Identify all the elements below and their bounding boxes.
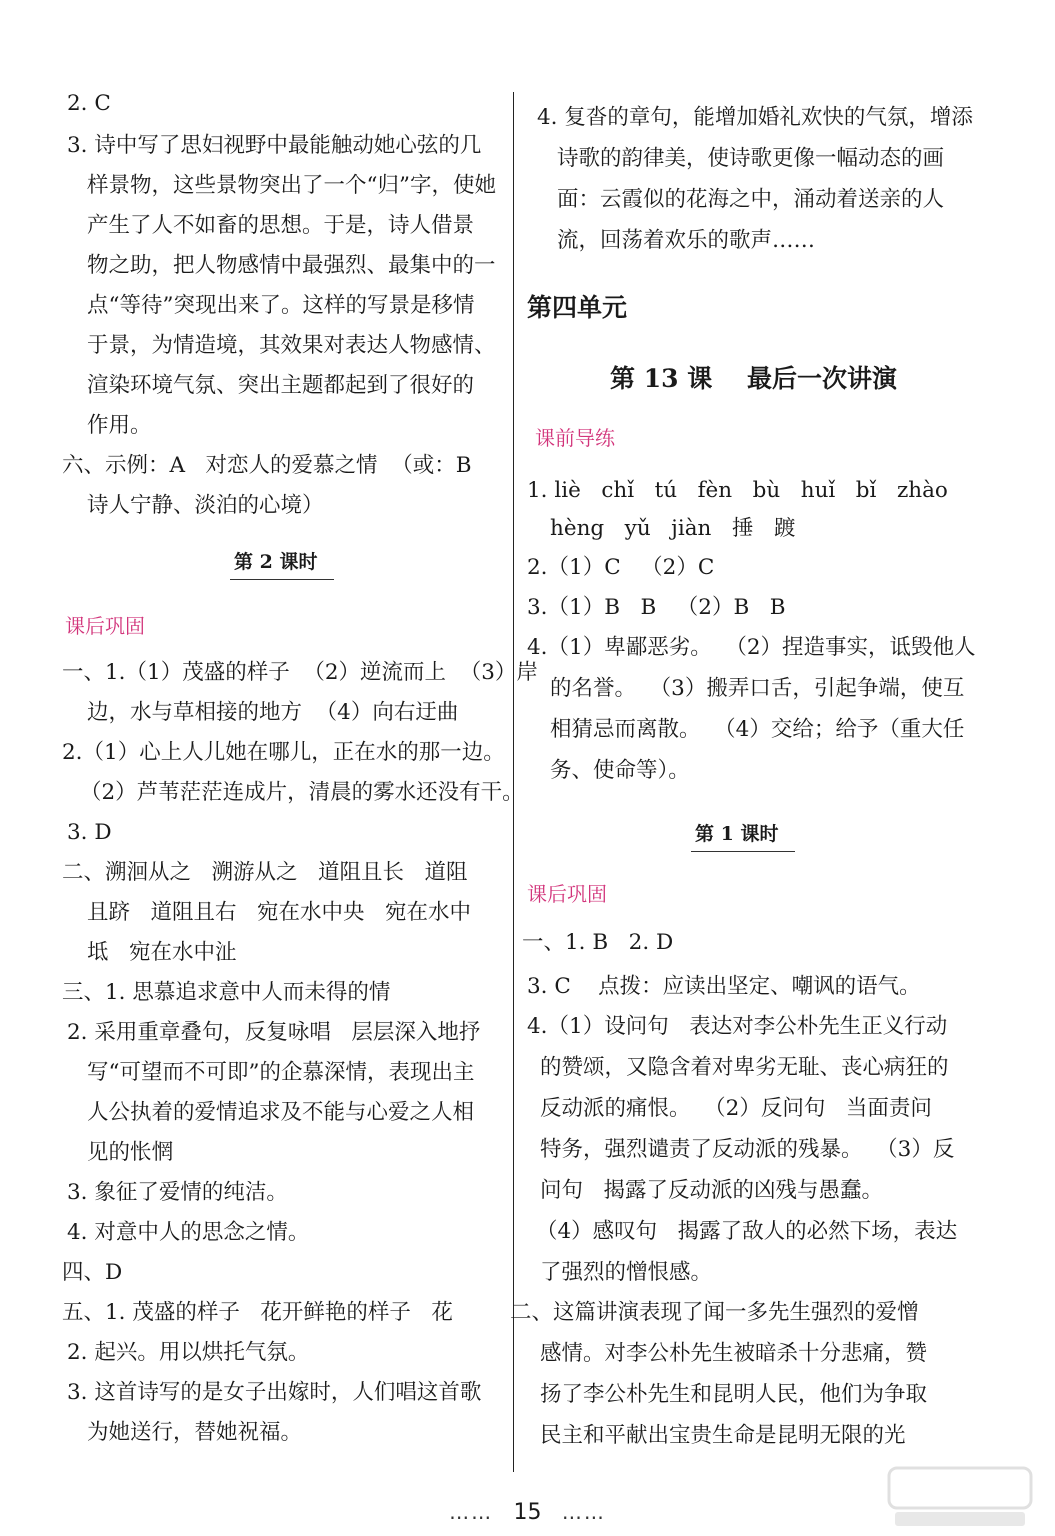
text-line: hèng yǔ jiàn 捶 踱: [550, 516, 796, 541]
section-heading: 课前导练: [535, 426, 615, 450]
text-line: 样景物，这些景物突出了一个“归”字，使她: [87, 173, 496, 198]
period-title: 第 1 课时: [695, 823, 779, 845]
period-title-underline: [230, 579, 334, 580]
section-heading: 课后巩固: [527, 882, 607, 906]
text-line: 点“等待”突现出来了。这样的写景是移情: [87, 293, 475, 318]
footer-dots-left: ……: [449, 1500, 494, 1524]
text-line: 相猜忌而离散。 （4）交给；给予（重大任: [550, 717, 965, 742]
text-line: 问句 揭露了反动派的凶残与愚蠢。: [540, 1178, 884, 1203]
period-title: 第 2 课时: [234, 551, 318, 573]
unit-title: 第四单元: [527, 293, 628, 322]
text-line: 4.（1）卑鄙恶劣。 （2）捏造事实，诋毁他人: [527, 635, 976, 660]
text-line: 见的怅惘: [87, 1140, 174, 1165]
text-line: 反动派的痛恨。 （2）反问句 当面责问: [540, 1096, 932, 1121]
text-line: 面：云霞似的花海之中，涌动着送亲的人: [557, 187, 945, 212]
text-line: 3. 这首诗写的是女子出嫁时，人们唱这首歌: [67, 1380, 482, 1405]
text-line: 了强烈的憎恨感。: [540, 1260, 713, 1285]
text-line: 产生了人不如畜的思想。于是，诗人借景: [87, 213, 475, 238]
page-number: 15: [513, 1500, 542, 1525]
text-line: 的赞颂，又隐含着对卑劣无耻、丧心病狂的: [540, 1055, 949, 1080]
text-line: 坻 宛在水中沚: [87, 940, 237, 965]
text-line: 的名誉。 （3）搬弄口舌，引起争端，使互: [550, 676, 965, 701]
text-line: 4. 对意中人的思念之情。: [67, 1220, 310, 1245]
text-line: 4.（1）设问句 表达对李公朴先生正义行动: [527, 1014, 948, 1039]
text-line: 3. D: [67, 820, 112, 845]
text-line: 4. 复沓的章句，能增加婚礼欢快的气氛，增添: [537, 105, 973, 130]
text-line: 流，回荡着欢乐的歌声……: [557, 228, 816, 253]
text-line: 一、1. B 2. D: [522, 930, 674, 955]
text-line: 于景，为情造境，其效果对表达人物感情、: [87, 333, 496, 358]
text-line: 3. 象征了爱情的纯洁。: [67, 1180, 288, 1205]
text-line: 扬了李公朴先生和昆明人民，他们为争取: [540, 1382, 928, 1407]
text-line: 边，水与草相接的地方 （4）向右迂曲: [87, 700, 459, 725]
text-line: 一、1.（1）茂盛的样子 （2）逆流而上 （3）岸: [62, 660, 538, 685]
text-line: 诗歌的韵律美，使诗歌更像一幅动态的画: [557, 146, 945, 171]
text-line: 2.（1）心上人儿她在哪儿，正在水的那一边。: [62, 740, 505, 765]
period-title-underline: [691, 851, 795, 852]
text-line: 五、1. 茂盛的样子 花开鲜艳的样子 花: [62, 1300, 453, 1325]
text-line: 2. 采用重章叠句，反复咏唱 层层深入地抒: [67, 1020, 481, 1045]
section-heading: 课后巩固: [65, 614, 145, 638]
text-line: 3.（1）B B （2）B B: [527, 595, 786, 620]
text-line: （2）芦苇茫茫连成片，清晨的雾水还没有干。: [80, 780, 524, 805]
text-line: （4）感叹句 揭露了敌人的必然下场，表达: [536, 1219, 958, 1244]
text-line: 作用。: [87, 413, 152, 438]
watermark-logo: [885, 1462, 1035, 1532]
text-line: 二、这篇讲演表现了闻一多先生强烈的爱憎: [510, 1300, 919, 1325]
text-line: 务、使命等）。: [550, 758, 690, 783]
text-line: 1. liè chǐ tú fèn bù huǐ bǐ zhào: [527, 478, 948, 503]
text-line: 写“可望而不可即”的企慕深情，表现出主: [87, 1060, 475, 1085]
text-line: 特务，强烈谴责了反动派的残暴。 （3）反: [540, 1137, 955, 1162]
text-line: 诗人宁静、淡泊的心境）: [87, 493, 324, 518]
text-line: 3. 诗中写了思妇视野中最能触动她心弦的几: [67, 133, 482, 158]
text-line: 2. C: [67, 91, 111, 116]
text-line: 2.（1）C （2）C: [527, 555, 715, 580]
text-line: 民主和平献出宝贵生命是昆明无限的光: [540, 1423, 906, 1448]
text-line: 四、D: [62, 1260, 123, 1285]
text-line: 二、溯洄从之 溯游从之 道阻且长 道阻: [62, 860, 468, 885]
text-line: 三、1. 思慕追求意中人而未得的情: [62, 980, 391, 1005]
text-line: 且跻 道阻且右 宛在水中央 宛在水中: [87, 900, 472, 925]
text-line: 为她送行，替她祝福。: [87, 1420, 303, 1445]
footer-dots-right: ……: [561, 1500, 606, 1524]
text-line: 2. 起兴。用以烘托气氛。: [67, 1340, 310, 1365]
text-line: 六、示例：A 对恋人的爱慕之情 （或：B: [62, 453, 472, 478]
text-line: 渲染环境气氛、突出主题都起到了很好的: [87, 373, 475, 398]
text-line: 感情。对李公朴先生被暗杀十分悲痛，赞: [540, 1341, 928, 1366]
lesson-title: 第 13 课 最后一次讲演: [610, 364, 898, 393]
text-line: 3. C 点拨：应读出坚定、嘲讽的语气。: [527, 974, 921, 999]
text-line: 人公执着的爱情追求及不能与心爱之人相: [87, 1100, 475, 1125]
text-line: 物之助，把人物感情中最强烈、最集中的一: [87, 253, 496, 278]
